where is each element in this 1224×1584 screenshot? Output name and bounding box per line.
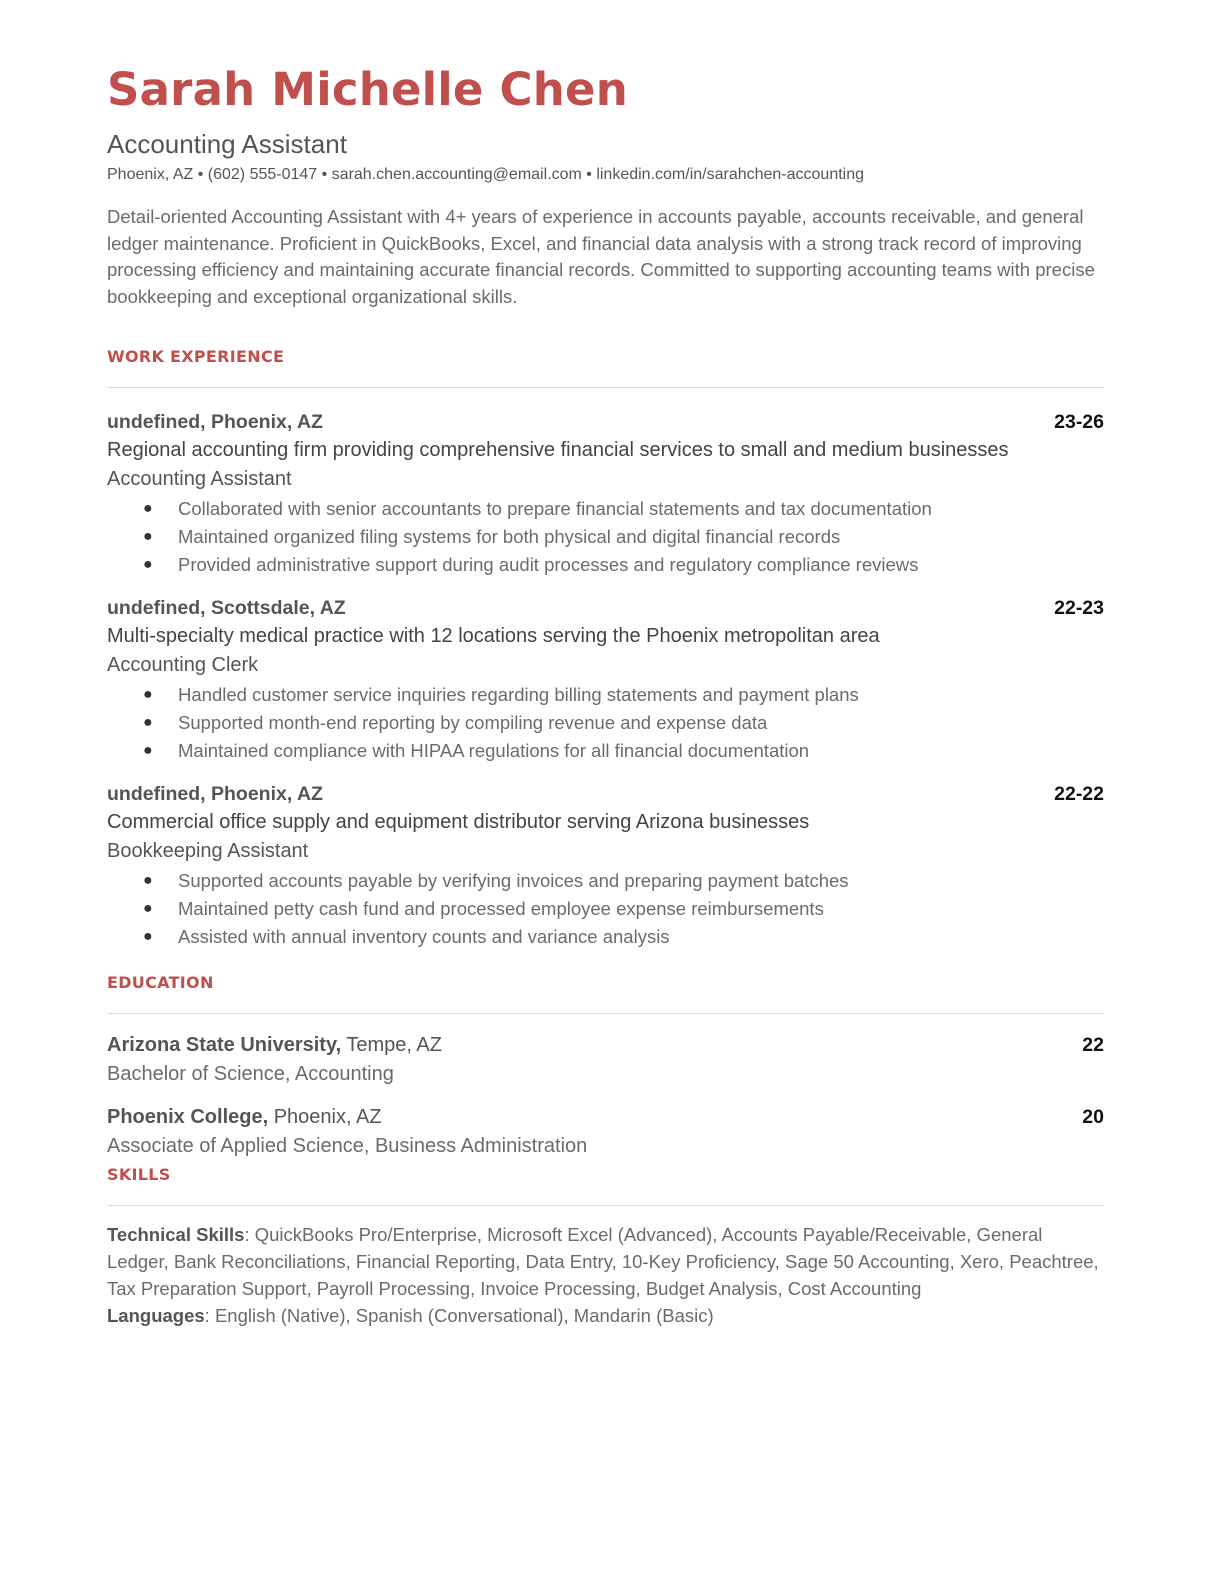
education-entry xyxy=(107,1103,1104,1161)
job-dates: 22-23 xyxy=(1054,596,1104,619)
education-heading: EDUCATION xyxy=(107,973,214,993)
summary-paragraph: Detail-oriented Accounting Assistant with 4+ years of experience in accounts payable, accounts receivable, and general ledger maintenance. Proficient in QuickBooks, Excel, and financial data analysis with a strong track record of improving processing efficiency and maintaining accurate financial records. Committed to supporting accounting teams with precise bookkeeping and exceptional organizational skills. xyxy=(107,206,1095,308)
school-location: Phoenix, AZ xyxy=(273,1106,382,1129)
contact-line: Phoenix, AZ • (602) 555-0147 • sarah.chen.accounting@email.com • linkedin.com/in/sarahchen-accounting xyxy=(107,166,865,183)
languages xyxy=(107,1303,1104,1330)
languages-value: : English (Native), Spanish (Conversational), Mandarin (Basic) xyxy=(204,1304,714,1326)
technical-skills-label: Technical Skills xyxy=(107,1224,245,1246)
job-bullets xyxy=(107,495,1104,580)
bullet-icon: ● xyxy=(143,714,153,731)
job-company: undefined, Scottsdale, AZ xyxy=(107,596,346,619)
degree: Bachelor of Science, Accounting xyxy=(107,1063,394,1086)
bullet-text: Provided administrative support during audit processes and regulatory compliance reviews xyxy=(178,554,919,576)
bullet-icon: ● xyxy=(143,899,153,917)
job-company: undefined, Phoenix, AZ xyxy=(107,782,323,805)
section-divider xyxy=(107,1205,1104,1206)
job-dates: 23-26 xyxy=(1054,410,1104,433)
bullet-text: Supported month-end reporting by compiling revenue and expense data xyxy=(178,712,768,733)
bullet-text: Maintained organized filing systems for both physical and digital financial records xyxy=(178,526,841,548)
bullet-item xyxy=(143,923,1104,951)
education-year: 22 xyxy=(1082,1034,1104,1057)
resume-page xyxy=(107,60,1104,1330)
school-name: Phoenix College, xyxy=(107,1106,269,1129)
work-experience-heading: WORK EXPERIENCE xyxy=(107,346,285,366)
candidate-title: Accounting Assistant xyxy=(107,129,347,159)
school-location: Tempe, AZ xyxy=(346,1034,442,1057)
technical-skills xyxy=(107,1222,1104,1302)
bullet-item xyxy=(143,895,1104,923)
bullet-icon: ● xyxy=(143,685,153,703)
bullet-item xyxy=(143,867,1104,895)
bullet-icon: ● xyxy=(143,928,153,946)
candidate-name: Sarah Michelle Chen xyxy=(107,63,628,116)
bullet-item xyxy=(143,495,1104,523)
bullet-item xyxy=(143,551,1104,579)
section-divider xyxy=(107,387,1104,388)
section-divider xyxy=(107,1013,1104,1014)
skills-section xyxy=(107,1165,1104,1329)
bullet-text: Handled customer service inquiries regarding billing statements and payment plans xyxy=(178,683,859,705)
job-company-description: Multi-specialty medical practice with 12 locations serving the Phoenix metropolitan area xyxy=(107,624,880,647)
job-dates: 22-22 xyxy=(1054,782,1104,805)
bullet-text: Maintained petty cash fund and processed employee expense reimbursements xyxy=(178,897,824,919)
job-entry xyxy=(107,780,1104,952)
bullet-item xyxy=(143,681,1104,709)
job-role: Accounting Assistant xyxy=(107,467,292,490)
job-company-description: Commercial office supply and equipment distributor serving Arizona businesses xyxy=(107,810,810,833)
job-company: undefined, Phoenix, AZ xyxy=(107,410,323,433)
bullet-text: Assisted with annual inventory counts and variance analysis xyxy=(178,926,670,948)
bullet-icon: ● xyxy=(143,871,153,889)
bullet-icon: ● xyxy=(143,499,153,517)
bullet-item xyxy=(143,737,1104,765)
skills-heading: SKILLS xyxy=(107,1165,171,1185)
degree: Associate of Applied Science, Business Administration xyxy=(107,1135,588,1158)
job-company-description: Regional accounting firm providing comprehensive financial services to small and medium businesses xyxy=(107,438,1009,461)
job-role: Bookkeeping Assistant xyxy=(107,839,309,862)
bullet-text: Collaborated with senior accountants to prepare financial statements and tax documentation xyxy=(178,497,932,519)
education-entry xyxy=(107,1031,1104,1089)
job-entry xyxy=(107,594,1104,766)
education-year: 20 xyxy=(1082,1106,1104,1129)
technical-skills-value: : QuickBooks Pro/Enterprise, Microsoft Excel (Advanced), Accounts Payable/Receivable, General Ledger, Bank Reconciliations, Financial Reporting, Data Entry, 10-Key Proficiency, Sage 50 Accounting, Xero, Peachtree, Tax Preparation Support, Payroll Processing, Invoice Processing, Budget Analysis, Cost Accounting xyxy=(107,1224,1099,1300)
bullet-icon: ● xyxy=(143,528,153,546)
school-name: Arizona State University, xyxy=(107,1034,342,1057)
bullet-item xyxy=(143,709,1104,737)
work-experience-section xyxy=(107,347,1104,952)
job-entry xyxy=(107,408,1104,580)
bullet-icon: ● xyxy=(143,742,153,760)
bullet-text: Maintained compliance with HIPAA regulations for all financial documentation xyxy=(178,740,810,762)
education-section xyxy=(107,973,1104,1161)
job-bullets xyxy=(107,867,1104,952)
bullet-icon: ● xyxy=(143,556,153,574)
job-role: Accounting Clerk xyxy=(107,653,259,676)
bullet-text: Supported accounts payable by verifying invoices and preparing payment batches xyxy=(178,869,849,891)
job-bullets xyxy=(107,681,1104,766)
languages-label: Languages xyxy=(107,1304,205,1326)
bullet-item xyxy=(143,523,1104,551)
